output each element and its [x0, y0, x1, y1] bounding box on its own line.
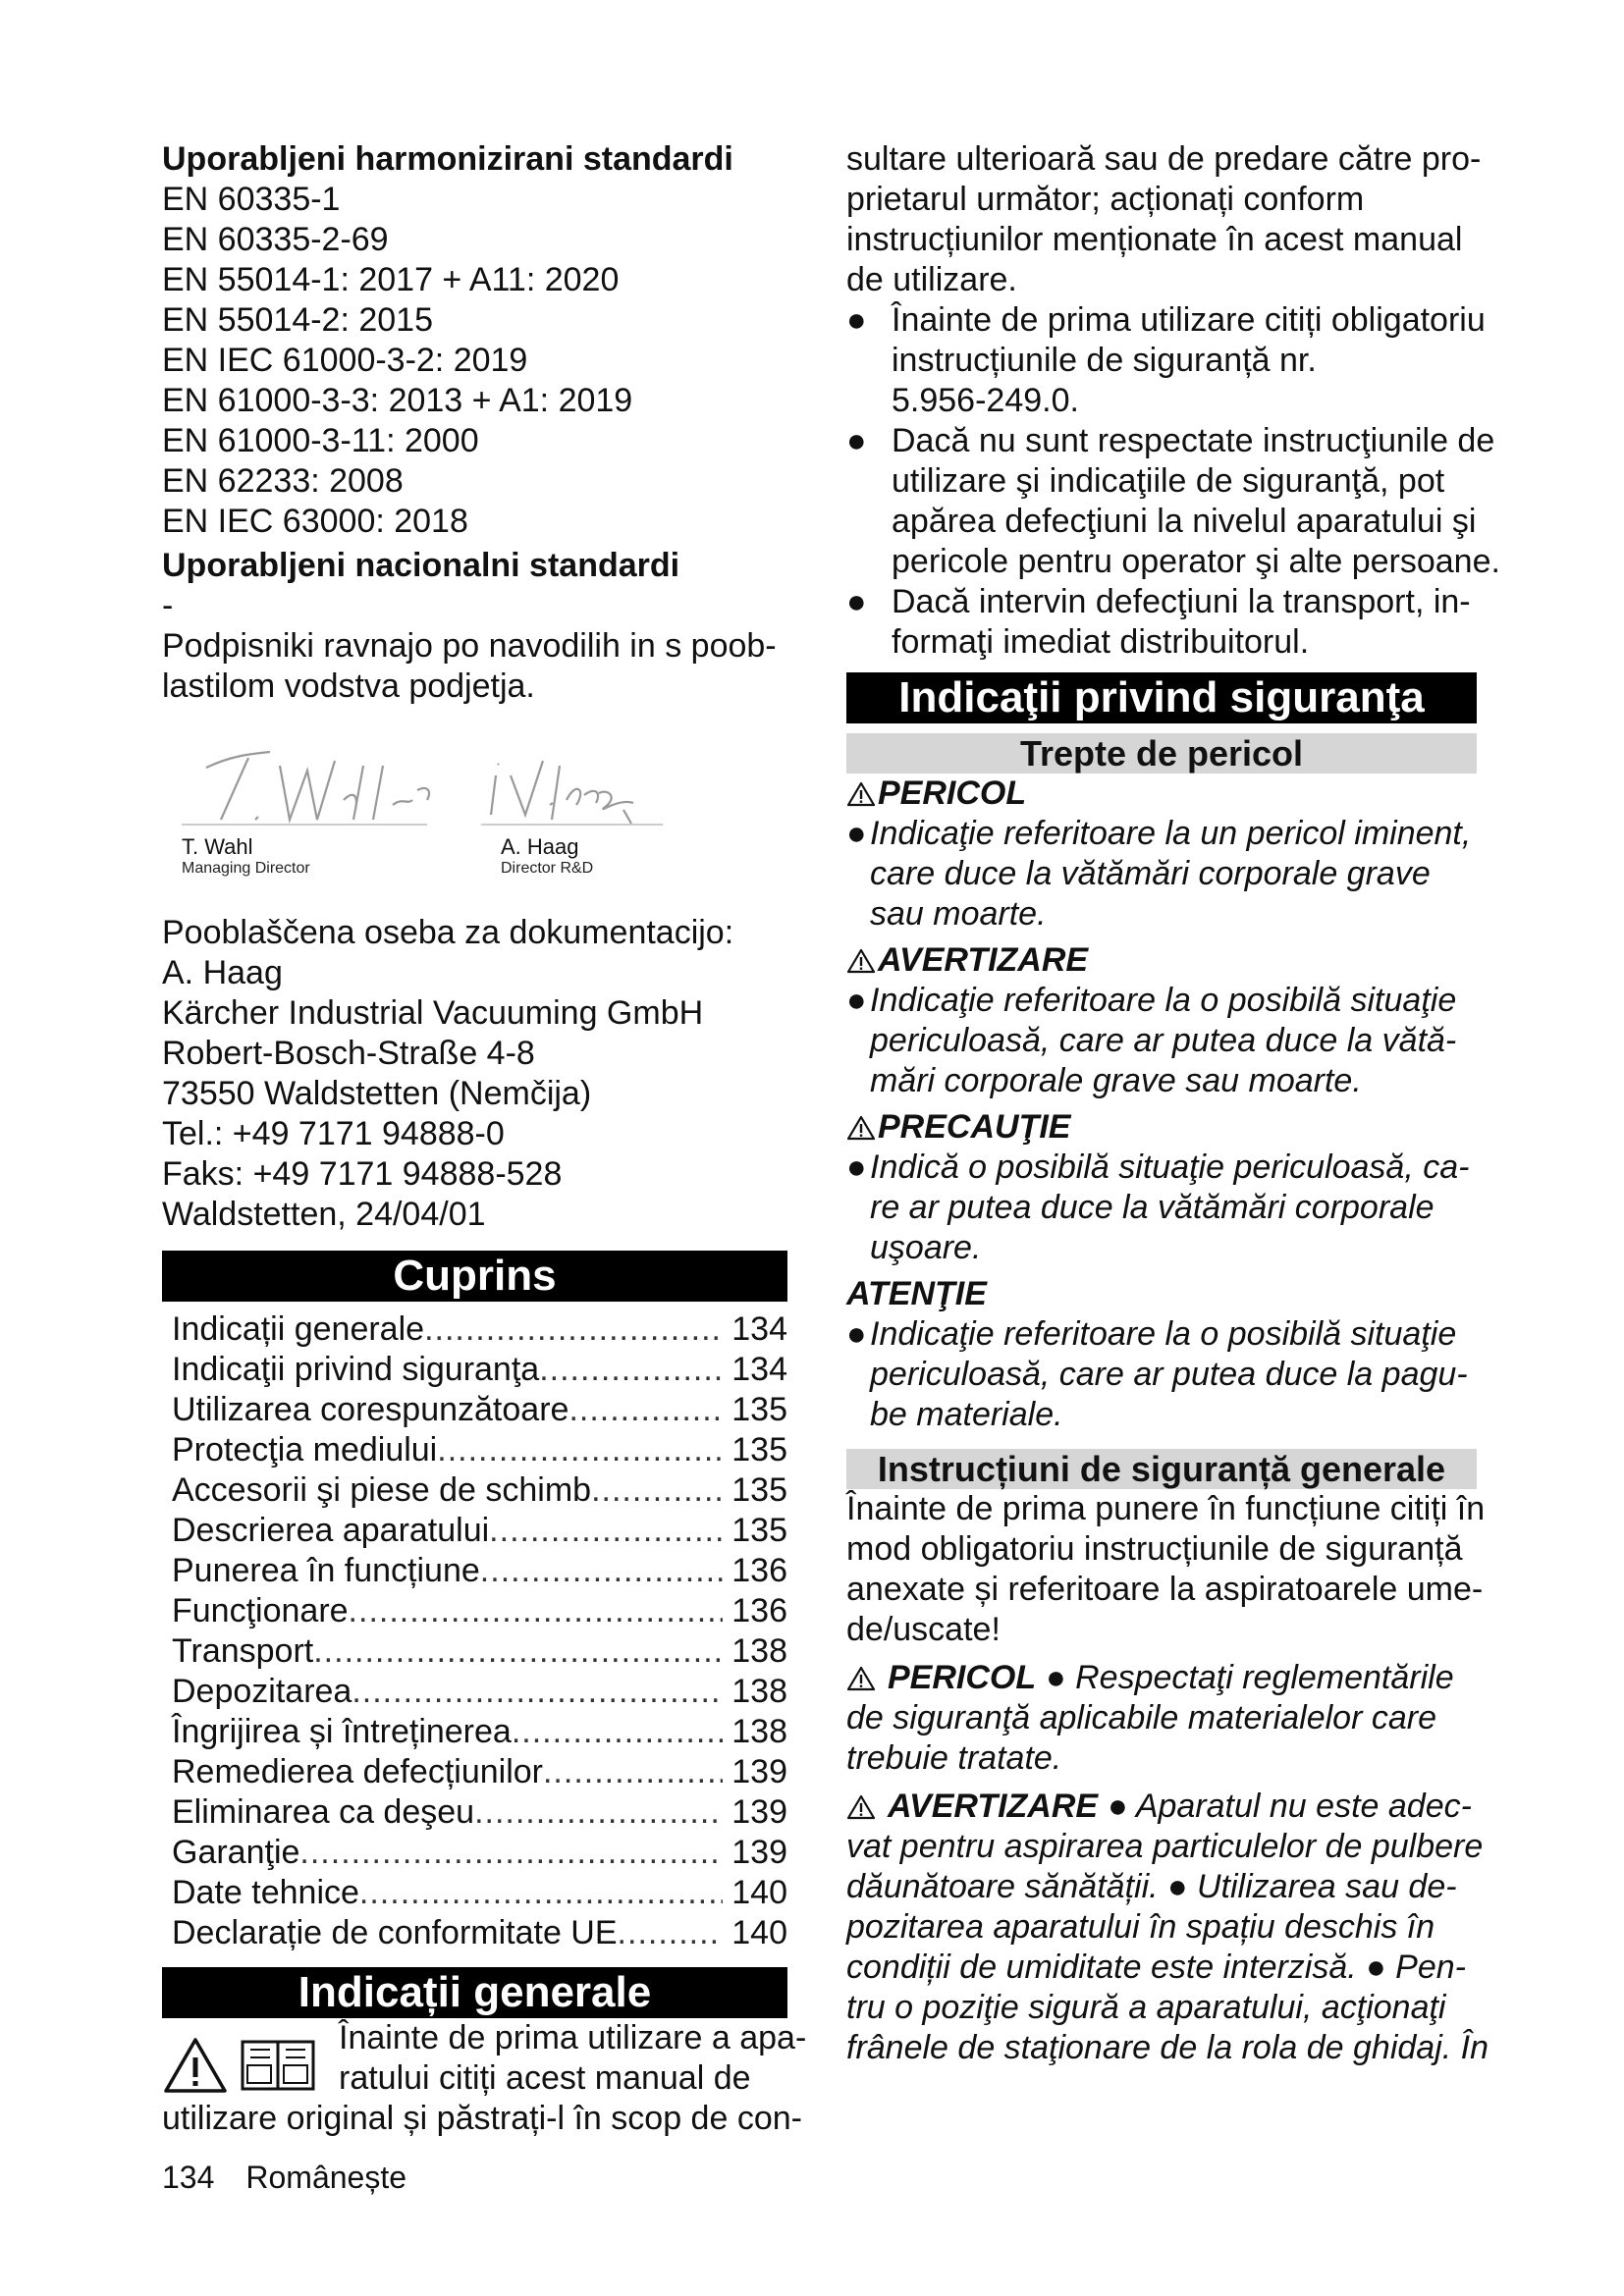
- toc-entry-title: Accesorii şi piese de schimb: [172, 1471, 592, 1509]
- national-standards-value: -: [162, 587, 174, 624]
- toc-entry-page: 135: [731, 1512, 787, 1549]
- toc-entry-page: 134: [731, 1310, 787, 1348]
- warning-line: vat pentru aspirarea particulelor de pulbere: [846, 1828, 1484, 1865]
- toc-entry-title: Garanţie: [172, 1834, 300, 1871]
- standard-item: EN 61000-3-3: 2013 + A1: 2019: [162, 382, 633, 419]
- standard-item: EN IEC 61000-3-2: 2019: [162, 342, 528, 379]
- danger-level-description: [846, 981, 1477, 1101]
- danger-level-description: [846, 814, 1477, 934]
- toc-entry-title: Transport: [172, 1632, 314, 1670]
- signature-2: [501, 834, 593, 878]
- contact-line: Faks: +49 7171 94888-528: [162, 1155, 563, 1193]
- bullet-line: formaţi imediat distribuitorul.: [892, 623, 1310, 661]
- toc-entry-page: 139: [731, 1753, 787, 1790]
- toc-leader-dots: [299, 1833, 723, 1873]
- toc-leader-dots: [568, 1390, 723, 1430]
- bullet-dot: ●: [846, 1148, 867, 1186]
- danger-levels: [846, 774, 1477, 1435]
- toc-leader-dots: [512, 1712, 723, 1752]
- toc-entry-title: Îngrijirea și întreținerea: [172, 1713, 512, 1750]
- toc-entry-page: 138: [731, 1632, 787, 1670]
- intro-line: sultare ulterioară sau de predare către pro-: [846, 140, 1482, 178]
- general-safety-text: [846, 1489, 1486, 1650]
- bullet-text: [892, 582, 1477, 663]
- contact-line: 73550 Waldstetten (Nemčija): [162, 1075, 592, 1112]
- warning-line: tru o poziţie sigură a aparatului, acţionaţi: [846, 1989, 1446, 2026]
- warning-label: PERICOL: [888, 1659, 1037, 1696]
- page-footer: [162, 2160, 438, 2196]
- toc-leader-dots: [424, 1309, 723, 1350]
- toc-entry-title: Depozitarea: [172, 1673, 352, 1710]
- general-intro-text: [339, 2018, 806, 2099]
- warning-line: frânele de staţionare de la rola de ghidaj. În: [846, 2029, 1489, 2066]
- danger-level-name: ATENŢIE: [846, 1275, 987, 1312]
- toc-entry-title: Date tehnice: [172, 1874, 359, 1911]
- standard-item: EN 62233: 2008: [162, 462, 404, 500]
- toc-leader-dots: [349, 1591, 723, 1631]
- toc-entry-page: 139: [731, 1793, 787, 1831]
- standard-item: EN 55014-2: 2015: [162, 301, 433, 339]
- warning-line: [846, 1787, 1477, 1827]
- warning-line: dăunătoare sănătății. ● Utilizarea sau de-: [846, 1868, 1457, 1905]
- general-safety-heading: Instrucțiuni de siguranță generale: [846, 1449, 1477, 1489]
- bullet-line: pericole pentru operator şi alte persoane.: [892, 543, 1500, 580]
- toc-entry-page: 138: [731, 1713, 787, 1750]
- intro-line: de utilizare.: [846, 261, 1017, 298]
- toc-heading: Cuprins: [162, 1251, 787, 1302]
- signatures: [162, 707, 787, 913]
- standard-item: EN 55014-1: 2017 + A11: 2020: [162, 261, 620, 298]
- danger-level-name: AVERTIZARE: [878, 941, 1089, 979]
- general-safety-line: de/uscate!: [846, 1611, 1001, 1648]
- standard-item: EN 61000-3-11: 2000: [162, 422, 479, 459]
- standard-item: EN IEC 63000: 2018: [162, 503, 468, 540]
- toc-leader-dots: [437, 1430, 723, 1470]
- footer-language: Românește: [245, 2160, 407, 2195]
- general-safety-line: Înainte de prima punere în funcțiune citiți în: [846, 1490, 1486, 1527]
- toc-entry-page: 136: [731, 1592, 787, 1629]
- signature-1: [182, 834, 310, 878]
- warning-triangle-icon: [846, 1108, 878, 1146]
- toc-entry: [162, 1752, 787, 1792]
- danger-level-line: sau moarte.: [870, 895, 1047, 933]
- toc-entry-page: 139: [731, 1834, 787, 1871]
- toc-leader-dots: [352, 1672, 723, 1712]
- toc-entry: [162, 1631, 787, 1672]
- toc-entry: [162, 1873, 787, 1913]
- danger-level-line: periculoasă, care ar putea duce la pagu-: [870, 1356, 1468, 1393]
- warning-line: condiții de umiditate este interzisă. ● Pen-: [846, 1949, 1466, 1986]
- danger-level-description: [846, 1148, 1477, 1268]
- danger-level-line: Indicaţie referitoare la un pericol iminent,: [870, 815, 1472, 852]
- read-manual-book-icon: [239, 2036, 317, 2095]
- danger-level-label: [846, 1107, 1477, 1148]
- warning-label: AVERTIZARE: [888, 1788, 1099, 1825]
- warning-triangle-icon: [846, 1659, 878, 1696]
- toc-entry-page: 135: [731, 1431, 787, 1468]
- harmonized-standards-list: [162, 180, 787, 542]
- general-heading: Indicații generale: [162, 1967, 787, 2018]
- warning-line: trebuie tratate.: [846, 1739, 1062, 1777]
- intro-line: instrucțiunilor menționate în acest manual: [846, 221, 1463, 258]
- signatories-line: lastilom vodstva podjetja.: [162, 667, 535, 705]
- danger-level-name: PERICOL: [878, 774, 1027, 812]
- toc-leader-dots: [474, 1792, 723, 1833]
- danger-level-text: [870, 814, 1477, 934]
- warning-triangle-icon: [162, 2036, 229, 2095]
- toc-entry-page: 138: [731, 1673, 787, 1710]
- danger-level-label: [846, 774, 1477, 814]
- warning-line: [846, 1658, 1477, 1698]
- warning-triangle-icon: [846, 774, 878, 812]
- toc-entry: [162, 1511, 787, 1551]
- toc-entry: [162, 1672, 787, 1712]
- warning-triangle-icon: [846, 1788, 878, 1825]
- intro-bullets: [846, 300, 1500, 663]
- bullet-line: instrucțiunile de siguranță nr.: [892, 342, 1317, 379]
- contact-line: Pooblaščena oseba za dokumentacijo:: [162, 914, 734, 951]
- toc-entry: [162, 1430, 787, 1470]
- standard-item: EN 60335-1: [162, 181, 341, 218]
- bullet-dot: ●: [846, 422, 867, 459]
- bullet-line: apărea defecţiuni la nivelul aparatului şi: [892, 503, 1477, 540]
- toc-entry-title: Protecţia mediului: [172, 1431, 438, 1468]
- warning-line: pozitarea aparatului în spațiu deschis în: [846, 1908, 1435, 1946]
- bullet-line: Dacă nu sunt respectate instrucţiunile de: [892, 422, 1495, 459]
- toc-entry-title: Declarație de conformitate UE: [172, 1914, 618, 1951]
- danger-level-description: [846, 1314, 1477, 1435]
- toc-leader-dots: [359, 1873, 723, 1913]
- pericol-block: [846, 1658, 1477, 1779]
- general-icons: [162, 2018, 339, 2095]
- danger-level-label: [846, 940, 1477, 981]
- toc-leader-dots: [539, 1350, 723, 1390]
- bullet-dot: ●: [846, 815, 867, 852]
- bullet-line: Dacă intervin defecţiuni la transport, in-: [892, 583, 1471, 620]
- signatories-text: [162, 626, 787, 707]
- danger-level-text: [870, 981, 1477, 1101]
- toc-entry: [162, 1712, 787, 1752]
- bullet-item: [846, 300, 1486, 421]
- danger-level-name: PRECAUŢIE: [878, 1108, 1071, 1146]
- danger-level-line: Indică o posibilă situaţie periculoasă, ca-: [870, 1148, 1470, 1186]
- bullet-line: utilizare şi indicaţiile de siguranţă, pot: [892, 462, 1445, 500]
- harmonized-standards-title: Uporabljeni harmonizirani standardi: [162, 140, 733, 178]
- warning-triangle-icon: [846, 941, 878, 979]
- toc-entry: [162, 1591, 787, 1631]
- bullet-line: 5.956-249.0.: [892, 382, 1079, 419]
- general-intro: [162, 2018, 807, 2099]
- toc-entry-title: Punerea în funcțiune: [172, 1552, 480, 1589]
- danger-level-line: re ar putea duce la vătămări corporale: [870, 1189, 1435, 1226]
- toc-entry: [162, 1833, 787, 1873]
- danger-levels-heading: Trepte de pericol: [846, 733, 1477, 774]
- danger-level-text: [870, 1148, 1477, 1268]
- toc-entry: [162, 1913, 787, 1953]
- signature-1-name: T. Wahl: [182, 834, 253, 859]
- toc-leader-dots: [591, 1470, 723, 1511]
- toc-entry-page: 135: [731, 1391, 787, 1428]
- contact-line: Waldstetten, 24/04/01: [162, 1196, 486, 1233]
- signature-2-role: Director R&D: [501, 860, 594, 877]
- contact-line: A. Haag: [162, 954, 283, 991]
- toc-entry-page: 136: [731, 1552, 787, 1589]
- toc-leader-dots: [489, 1511, 723, 1551]
- contact-line: Tel.: +49 7171 94888-0: [162, 1115, 505, 1152]
- danger-level-line: care duce la vătămări corporale grave: [870, 855, 1431, 892]
- national-standards-title: Uporabljeni nacionalni standardi: [162, 547, 680, 584]
- danger-level-line: be materiale.: [870, 1396, 1063, 1433]
- toc-entry: [162, 1350, 787, 1390]
- toc-entry-page: 135: [731, 1471, 787, 1509]
- warning-text: ● Aparatul nu este adec-: [1108, 1788, 1472, 1825]
- toc-entry-title: Funcţionare: [172, 1592, 349, 1629]
- toc-leader-dots: [618, 1913, 723, 1953]
- toc-entry: [162, 1792, 787, 1833]
- bullet-dot: ●: [846, 982, 867, 1019]
- danger-level-line: periculoasă, care ar putea duce la vătă-: [870, 1022, 1457, 1059]
- general-line: utilizare original și păstrați-l în scop de con-: [162, 2100, 802, 2137]
- bullet-dot: ●: [846, 583, 867, 620]
- danger-level-line: Indicaţie referitoare la o posibilă situaţie: [870, 982, 1457, 1019]
- signature-2-name: A. Haag: [501, 834, 579, 859]
- left-column: [162, 139, 807, 2139]
- intro-continued: [846, 139, 1482, 300]
- bullet-item: [846, 421, 1500, 582]
- danger-level-line: uşoare.: [870, 1229, 982, 1266]
- toc-entry-title: Indicaţii privind siguranţa: [172, 1351, 540, 1388]
- safety-heading: Indicaţii privind siguranţa: [846, 672, 1477, 723]
- page-number: 134: [162, 2160, 215, 2195]
- general-line: Înainte de prima utilizare a apa-: [339, 2019, 807, 2056]
- danger-level-line: Indicaţie referitoare la o posibilă situaţie: [870, 1315, 1457, 1353]
- right-column: [846, 139, 1500, 2068]
- toc-entry: [162, 1470, 787, 1511]
- danger-level-line: mări corporale grave sau moarte.: [870, 1062, 1362, 1099]
- signatories-line: Podpisniki ravnajo po navodilih in s poob-: [162, 627, 777, 665]
- signature-1-role: Managing Director: [182, 860, 310, 877]
- signature-scribbles: [162, 707, 787, 913]
- toc-entry-page: 140: [731, 1874, 787, 1911]
- toc-entry: [162, 1551, 787, 1591]
- bullet-text: [892, 421, 1500, 582]
- toc-entry-title: Remedierea defecțiunilor: [172, 1753, 543, 1790]
- bullet-text: [892, 300, 1486, 421]
- bullet-dot: ●: [846, 1315, 867, 1353]
- warning-line: de siguranţă aplicabile materialelor care: [846, 1699, 1436, 1736]
- danger-level-label: [846, 1274, 1477, 1314]
- toc-leader-dots: [543, 1752, 723, 1792]
- bullet-line: Înainte de prima utilizare citiți obligatoriu: [892, 301, 1486, 339]
- toc-entry-page: 134: [731, 1351, 787, 1388]
- toc-leader-dots: [313, 1631, 723, 1672]
- documentation-contact: [162, 913, 787, 1235]
- general-safety-line: mod obligatoriu instrucțiunile de siguranță: [846, 1530, 1463, 1568]
- danger-level-text: [870, 1314, 1477, 1435]
- toc-leader-dots: [480, 1551, 723, 1591]
- toc-entry-page: 140: [731, 1914, 787, 1951]
- warning-text: ● Respectaţi reglementările: [1046, 1659, 1454, 1696]
- contact-line: Kärcher Industrial Vacuuming GmbH: [162, 994, 704, 1032]
- intro-line: prietarul următor; acționați conform: [846, 181, 1365, 218]
- bullet-item: [846, 582, 1477, 663]
- standard-item: EN 60335-2-69: [162, 221, 389, 258]
- toc-entry-title: Indicații generale: [172, 1310, 425, 1348]
- bullet-dot: ●: [846, 301, 867, 339]
- general-line: ratului citiți acest manual de: [339, 2059, 751, 2097]
- toc-entry: [162, 1390, 787, 1430]
- toc-entry: [162, 1309, 787, 1350]
- toc-entry-title: Eliminarea ca deşeu: [172, 1793, 475, 1831]
- toc-entry-title: Utilizarea corespunzătoare: [172, 1391, 569, 1428]
- table-of-contents: [162, 1309, 787, 1953]
- avertizare-block: [846, 1787, 1489, 2068]
- toc-entry-title: Descrierea aparatului: [172, 1512, 490, 1549]
- contact-line: Robert-Bosch-Straße 4-8: [162, 1035, 535, 1072]
- general-safety-line: anexate și referitoare la aspiratoarele ume-: [846, 1571, 1484, 1608]
